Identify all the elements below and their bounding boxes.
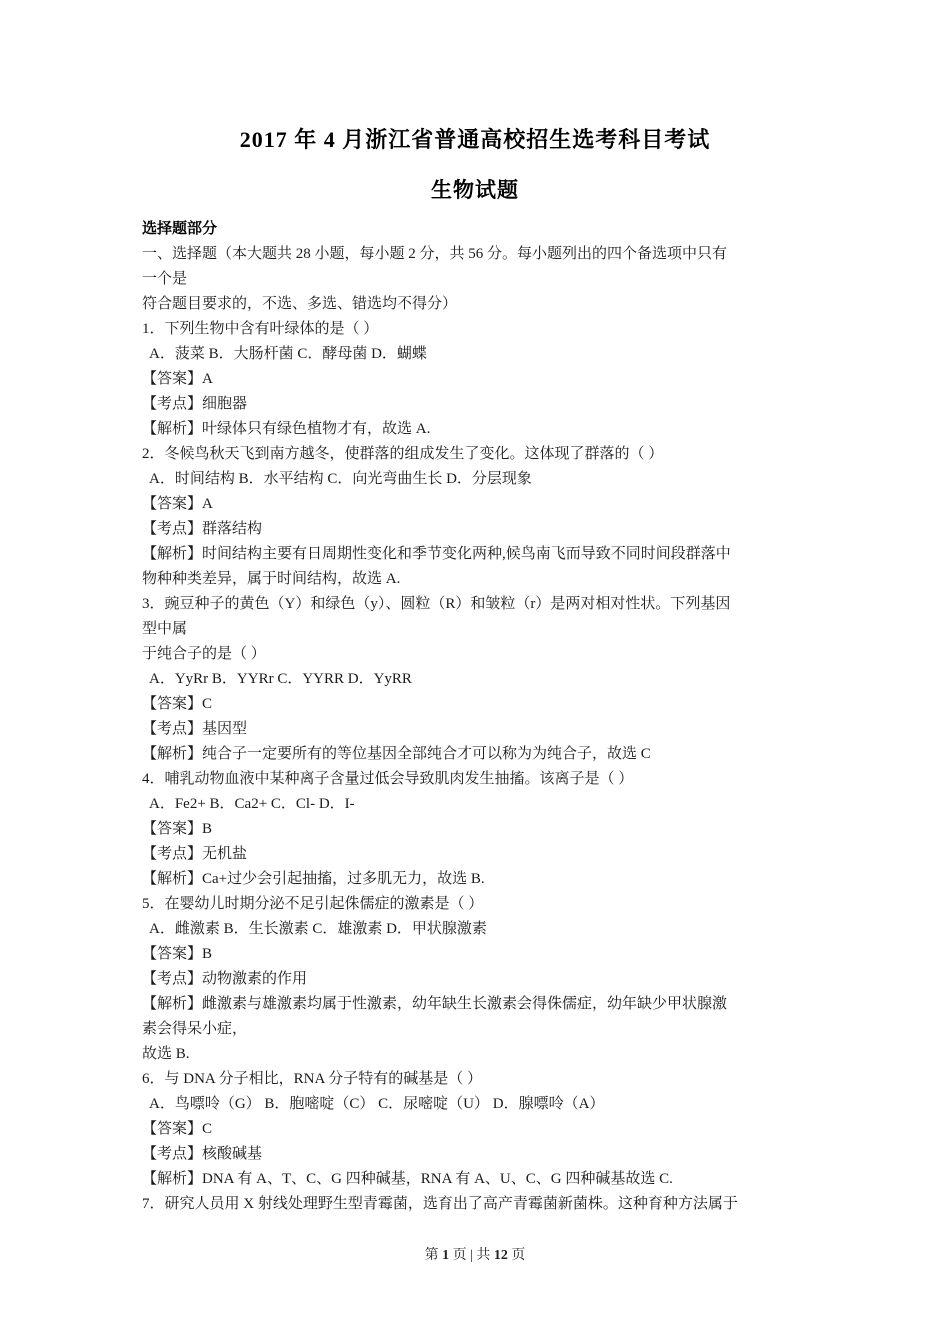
- doc-line: 【解析】叶绿体只有绿色植物才有，故选 A.: [142, 421, 431, 437]
- page-number: 1: [442, 1248, 450, 1263]
- doc-line: 【考点】群落结构: [142, 521, 263, 537]
- page-footer: [0, 1244, 950, 1264]
- total-pages: 12: [493, 1248, 508, 1263]
- doc-line: 【答案】A: [142, 496, 213, 512]
- footer-page-prefix: 第: [424, 1248, 443, 1263]
- doc-line: 物种种类差异，属于时间结构，故选 A.: [142, 571, 401, 587]
- doc-line: 选择题部分: [142, 221, 218, 237]
- doc-line: 【答案】A: [142, 371, 213, 387]
- doc-line: 【答案】C: [142, 1121, 213, 1137]
- doc-line: A．雌激素 B．生长激素 C．雄激素 D．甲状腺激素: [149, 921, 487, 937]
- doc-line: 【解析】Ca+过少会引起抽搐，过多肌无力，故选 B.: [142, 871, 485, 887]
- doc-line: 【考点】动物激素的作用: [142, 971, 308, 987]
- doc-line: A．YyRr B．YYRr C．YYRR D．YyRR: [149, 671, 412, 687]
- doc-line: 【解析】雌激素与雄激素均属于性激素，幼年缺生长激素会得侏儒症，幼年缺少甲状腺激: [142, 996, 728, 1012]
- doc-line: 【解析】DNA 有 A、T、C、G 四种碱基，RNA 有 A、U、C、G 四种碱基故选 C.: [142, 1171, 673, 1187]
- doc-line: 故选 B.: [142, 1046, 190, 1062]
- doc-line: 【考点】细胞器: [142, 396, 248, 412]
- doc-line: A．Fe2+ B．Ca2+ C．Cl- D．I-: [149, 796, 355, 812]
- doc-line: 于纯合子的是（ ）: [142, 646, 266, 662]
- doc-line: 【答案】C: [142, 696, 213, 712]
- doc-line: 【答案】B: [142, 946, 213, 962]
- doc-line: 【考点】基因型: [142, 721, 248, 737]
- doc-line: 【考点】无机盐: [142, 846, 248, 862]
- doc-line: 一个是: [142, 271, 188, 287]
- doc-line: A．鸟嘌呤（G） B．胞嘧啶（C） C．尿嘧啶（U） D．腺嘌呤（A）: [149, 1096, 605, 1112]
- doc-line: 【解析】纯合子一定要所有的等位基因全部纯合才可以称为为纯合子，故选 C: [142, 746, 651, 762]
- doc-line: 5．在婴幼儿时期分泌不足引起侏儒症的激素是（ ）: [142, 896, 484, 912]
- doc-line: 符合题目要求的，不选、多选、错选均不得分）: [142, 296, 458, 312]
- doc-line: 2．冬候鸟秋天飞到南方越冬，使群落的组成发生了变化。这体现了群落的（ ）: [142, 446, 664, 462]
- doc-line: 7．研究人员用 X 射线处理野生型青霉菌，选育出了高产青霉菌新菌株。这种育种方法属于: [142, 1196, 738, 1212]
- doc-line: 一、选择题（本大题共 28 小题，每小题 2 分，共 56 分。每小题列出的四个备选项中只有: [142, 246, 728, 262]
- document-body: [142, 217, 822, 1217]
- doc-line: 1．下列生物中含有叶绿体的是（ ）: [142, 321, 379, 337]
- doc-line: 3．豌豆种子的黄色（Y）和绿色（y）、圆粒（R）和皱粒（r）是两对相对性状。下列基因: [142, 596, 731, 612]
- doc-line: 素会得呆小症，: [142, 1021, 248, 1037]
- doc-line: A．菠菜 B．大肠杆菌 C．酵母菌 D．蝴蝶: [149, 346, 427, 362]
- doc-line: 【解析】时间结构主要有日周期性变化和季节变化两种,候鸟南飞而导致不同时间段群落中: [142, 546, 731, 562]
- doc-line: 4．哺乳动物血液中某种离子含量过低会导致肌肉发生抽搐。该离子是（ ）: [142, 771, 634, 787]
- doc-line: 6．与 DNA 分子相比，RNA 分子特有的碱基是（ ）: [142, 1071, 483, 1087]
- doc-line: 【答案】B: [142, 821, 213, 837]
- doc-line: A．时间结构 B．水平结构 C．向光弯曲生长 D．分层现象: [149, 471, 532, 487]
- page-subtitle: 生物试题: [431, 178, 519, 202]
- doc-line: 型中属: [142, 621, 188, 637]
- doc-line: 【考点】核酸碱基: [142, 1146, 263, 1162]
- page-title: 2017 年 4 月浙江省普通高校招生选考科目考试: [239, 127, 711, 152]
- footer-page-suffix: 页: [507, 1248, 526, 1263]
- footer-separator: 页 | 共: [449, 1248, 494, 1263]
